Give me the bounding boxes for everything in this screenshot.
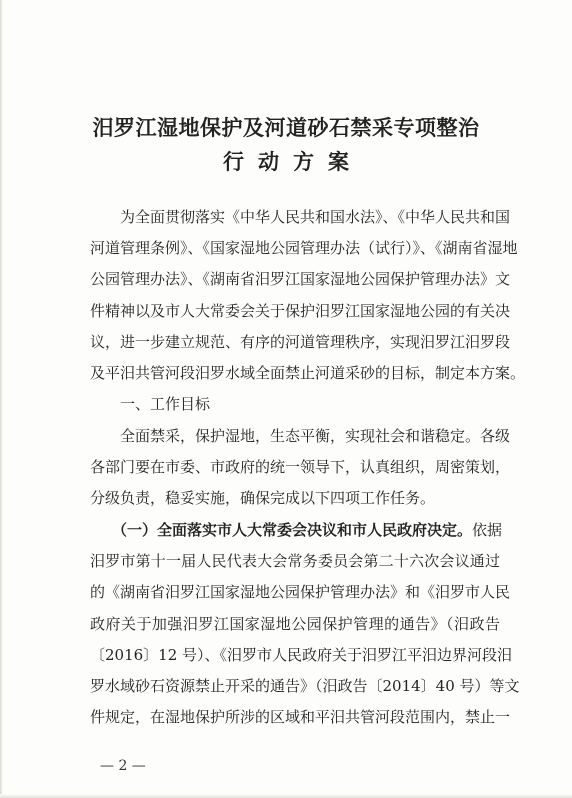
item-1-lead: 依据 <box>472 521 503 539</box>
item-1-bold-title: （一）全面落实市人大常委会决议和市人民政府决定。 <box>112 521 473 539</box>
doc-title-line-2: 行动方案 <box>223 149 363 174</box>
intro-line-2: 河道管理条例》、《国家湿地公园管理办法（试行）》、《湖南省湿地 <box>90 239 518 257</box>
section-heading-work-goals: 一、工作目标 <box>120 395 211 413</box>
intro-line-5: 议，进一步建立规范、有序的河道管理秩序，实现汨罗江汨罗段 <box>90 333 511 351</box>
item-1-line-5: 罗水域砂石资源禁止开采的通告》（汨政告〔2014〕40 号）等文 <box>90 677 520 695</box>
intro-line-4: 件精神以及市人大常委会关于保护汨罗江国家湿地公园的有关决 <box>90 302 511 320</box>
goal-line-2: 各部门要在市委、市政府的统一领导下，认真组织，周密策划， <box>90 458 511 476</box>
item-1-line-2: 的《湖南省汨罗江国家湿地公园保护管理办法》和《汨罗市人民 <box>90 583 511 601</box>
goal-line-1: 全面禁采，保护湿地，生态平衡，实现社会和谐稳定。各级 <box>120 427 511 445</box>
doc-title-line-1: 汨罗江湿地保护及河道砂石禁采专项整治 <box>92 115 480 140</box>
scan-edge-bottom <box>0 794 572 798</box>
item-1-line-3: 政府关于加强汨罗江国家湿地公园保护管理的通告》（汨政告 <box>90 615 500 633</box>
intro-line-1: 为全面贯彻落实《中华人民共和国水法》、《中华人民共和国 <box>120 208 511 226</box>
item-1-line-1: 汨罗市第十一届人民代表大会常务委员会第二十六次会议通过 <box>90 552 500 570</box>
intro-line-3: 公园管理办法》、《湖南省汨罗江国家湿地公园保护管理办法》文 <box>90 270 511 288</box>
page-number: — 2 — <box>100 758 146 774</box>
item-1-line-4: 〔2016〕12 号）、《汨罗市人民政府关于汨罗江平汨边界河段汨 <box>90 646 513 664</box>
intro-line-6: 及平汨共管河段汨罗水域全面禁止河道采砂的目标，制定本方案。 <box>90 364 526 382</box>
item-1-heading <box>112 515 503 546</box>
item-1-line-6: 件规定，在湿地保护所涉的区域和平汨共管河段范围内，禁止一 <box>90 708 511 726</box>
goal-line-3: 分级负责，稳妥实施，确保完成以下四项工作任务。 <box>90 489 436 507</box>
